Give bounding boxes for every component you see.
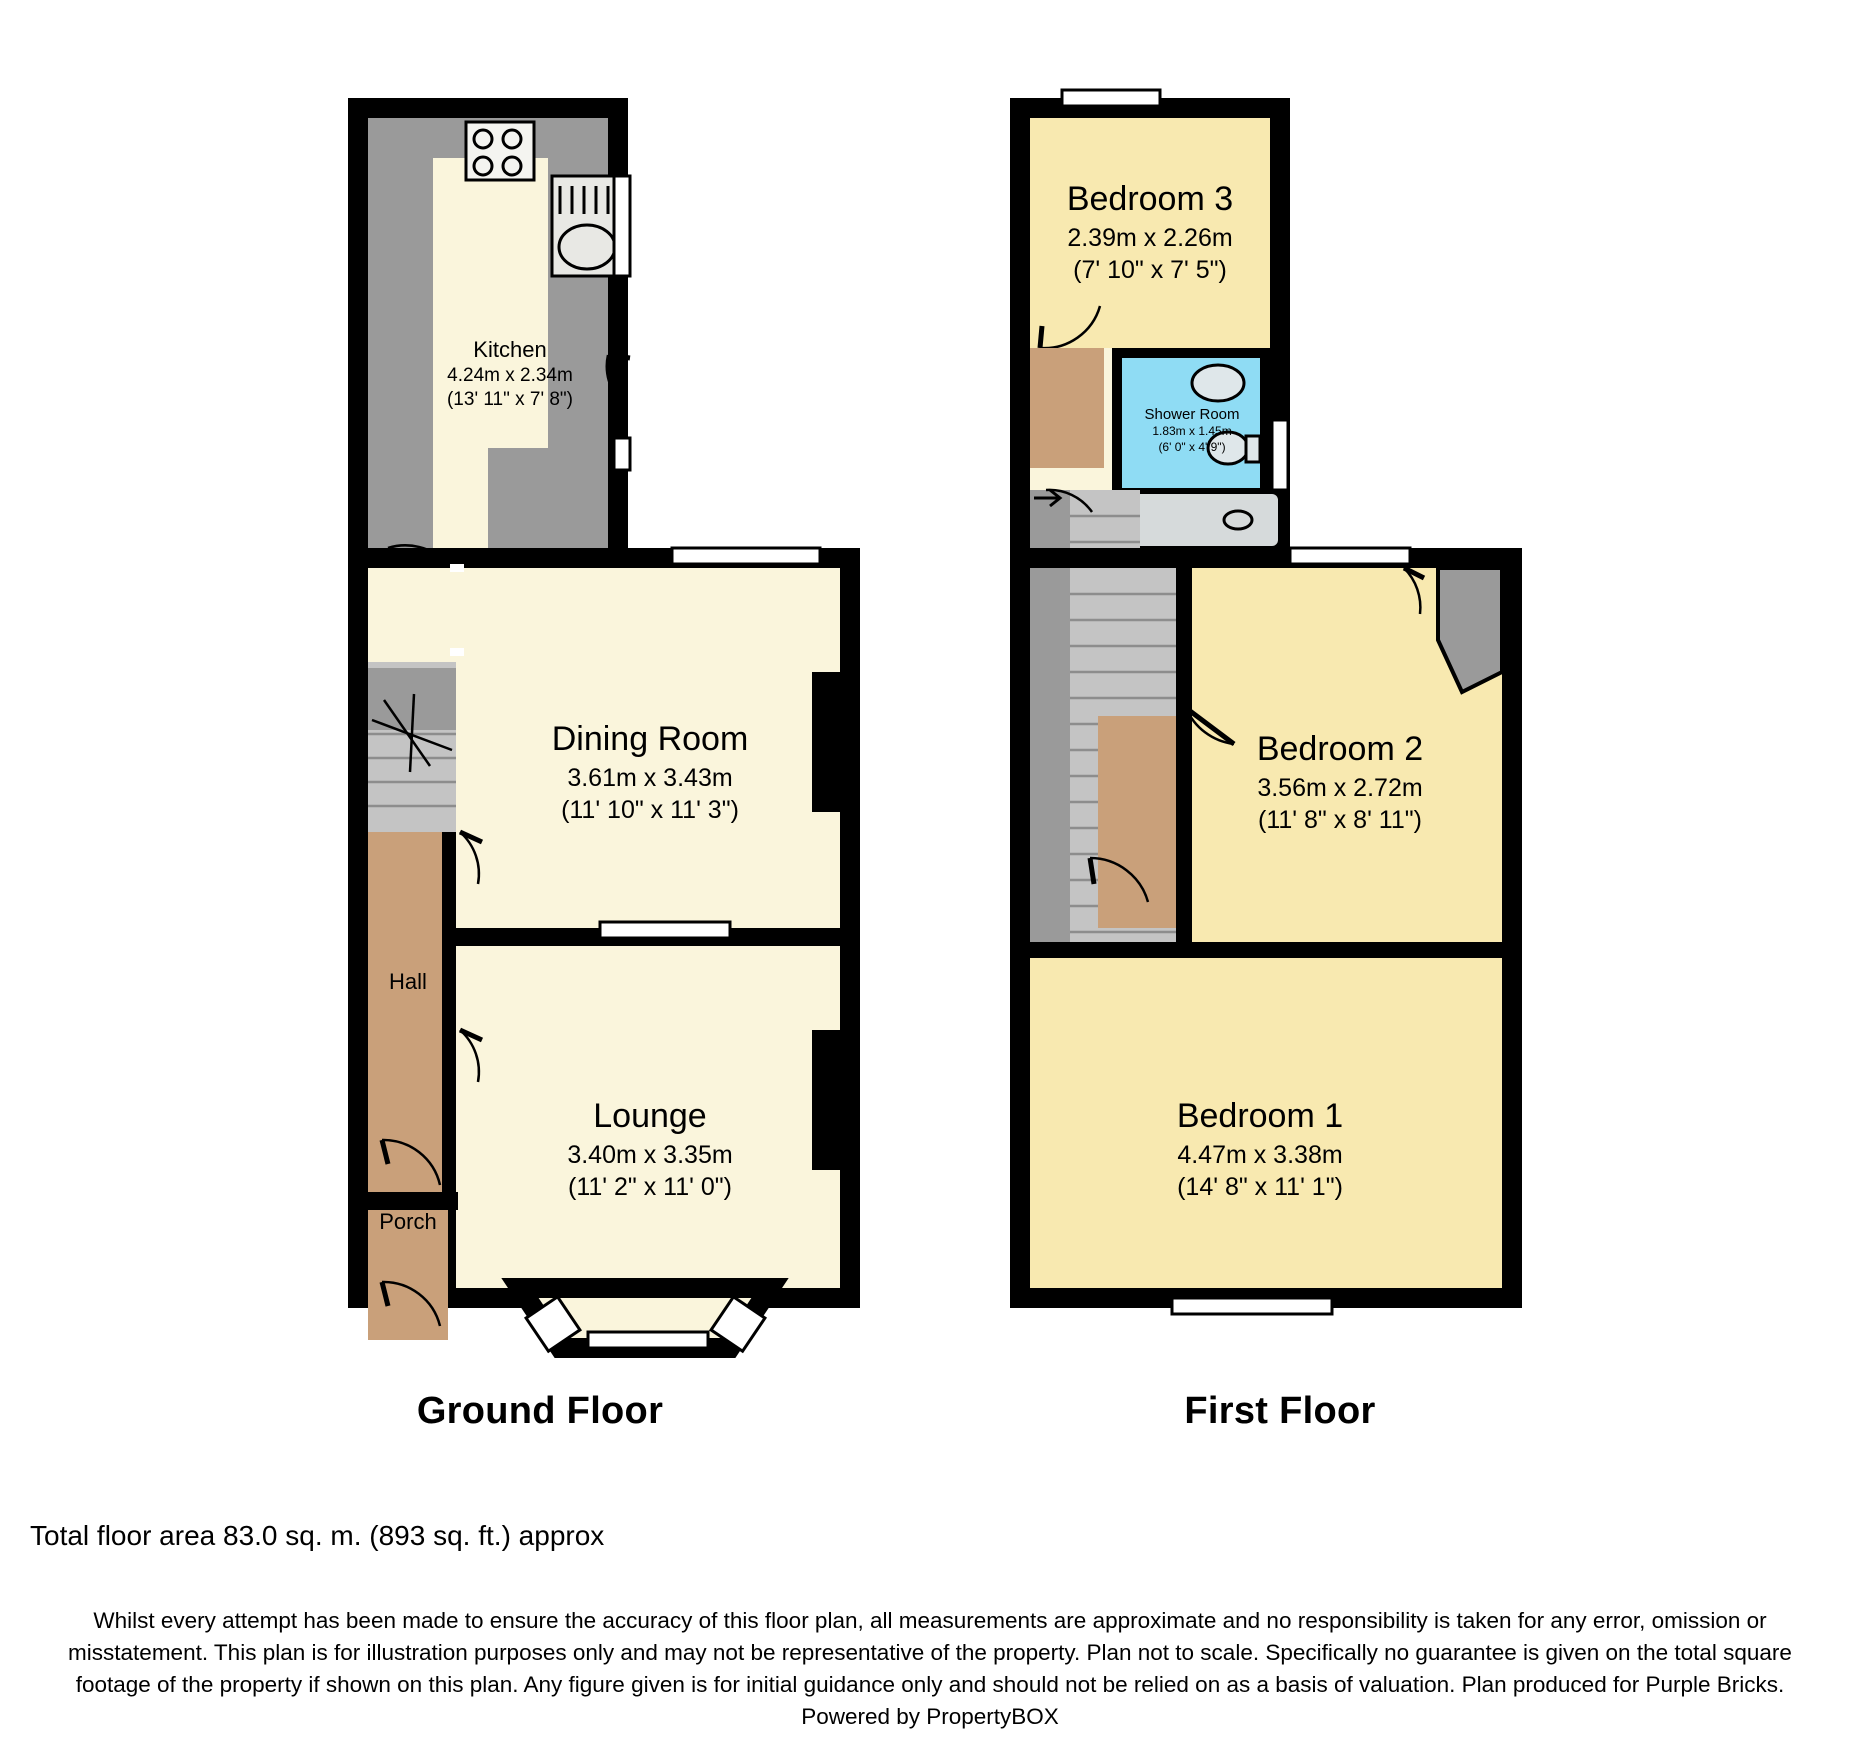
kitchen-unit-step: [548, 420, 608, 470]
room-label-bedroom-1: [1110, 1095, 1410, 1203]
window-shower-room: [1272, 420, 1288, 490]
room-label-dining-room: [500, 718, 800, 826]
room-imperial: (11' 2" x 11' 0"): [568, 1172, 732, 1201]
room-metric: 4.24m x 2.34m: [447, 365, 573, 387]
window-bedroom2: [1290, 548, 1410, 564]
marker-ground-2: [450, 648, 464, 656]
window-bedroom3: [1062, 90, 1160, 106]
landing-floor: [1098, 716, 1176, 928]
room-name: Bedroom 3: [1066, 180, 1234, 218]
room-name: Bedroom 1: [1176, 1097, 1344, 1135]
room-name: Lounge: [593, 1097, 707, 1135]
room-label-bedroom-2: [1190, 728, 1490, 836]
marker-ground-1: [450, 564, 464, 572]
room-label-porch: [348, 1208, 468, 1236]
room-name: Dining Room: [551, 720, 749, 758]
room-label-hall: [348, 968, 468, 996]
chimney-breast-lounge: [812, 1030, 840, 1170]
room-metric: 3.61m x 3.43m: [567, 763, 733, 792]
ground-floor-title: Ground Floor: [416, 1390, 664, 1432]
room-imperial: (13' 11" x 7' 8"): [446, 389, 573, 411]
total-floor-area-text: Total floor area 83.0 sq. m. (893 sq. ft.) approx: [30, 1520, 605, 1551]
room-name: Shower Room: [1144, 406, 1240, 423]
landing-cupboard: [1030, 348, 1104, 468]
room-label-kitchen: [400, 336, 620, 413]
room-metric: 3.40m x 3.35m: [567, 1140, 733, 1169]
room-name: Porch: [379, 1209, 437, 1234]
window-dining-rear: [672, 548, 820, 564]
room-imperial: (7' 10" x 7' 5"): [1073, 255, 1227, 284]
window-bedroom1: [1172, 1298, 1332, 1314]
room-name: Bedroom 2: [1256, 730, 1424, 768]
room-label-shower-room: [1122, 405, 1262, 455]
chimney-breast-dining: [812, 672, 840, 812]
room-imperial: (6' 0" x 4' 9"): [1158, 439, 1226, 454]
wall-bedroom2-bedroom1: [1030, 942, 1502, 958]
basin-icon: [1192, 365, 1244, 401]
room-metric: 2.39m x 2.26m: [1067, 223, 1233, 252]
room-metric: 4.47m x 3.38m: [1177, 1140, 1343, 1169]
room-label-lounge: [500, 1095, 800, 1203]
room-metric: 3.56m x 2.72m: [1257, 773, 1423, 802]
room-name: Hall: [389, 969, 427, 994]
room-label-bedroom-3: [1000, 178, 1300, 286]
stairwell-void-2: [1030, 568, 1070, 958]
window-kitchen-right-2: [614, 438, 630, 470]
room-imperial: (11' 8" x 8' 11"): [1258, 805, 1422, 834]
first-floor-title: First Floor: [1184, 1390, 1376, 1432]
room-imperial: (14' 8" x 11' 1"): [1177, 1172, 1343, 1201]
room-imperial: (11' 10" x 11' 3"): [561, 795, 739, 824]
window-kitchen-right: [614, 176, 630, 276]
door-leaf-bedroom3: [1040, 326, 1042, 348]
room-metric: 1.83m x 1.45m: [1152, 424, 1232, 439]
kitchen-units-left: [368, 118, 433, 548]
wall-hall-dining: [442, 826, 456, 936]
room-name: Kitchen: [473, 337, 547, 362]
bath-icon: [1122, 492, 1280, 548]
disclaimer-text: Whilst every attempt has been made to ensure the accuracy of this floor plan, all measurements are approximate and no responsibility is taken for any error, omission or misstatement. This plan is for illustration purposes only and may not be representative of the property. Plan not to scale. Specifically no guarantee is given on the total square footage of the property if shown on this plan. Any figure given is for initial guidance only and should not be relied on as a basis of valuation. Plan produced for Purple Bricks. Powered by PropertyBOX: [68, 1608, 1792, 1729]
window-lounge-inner: [600, 922, 730, 938]
